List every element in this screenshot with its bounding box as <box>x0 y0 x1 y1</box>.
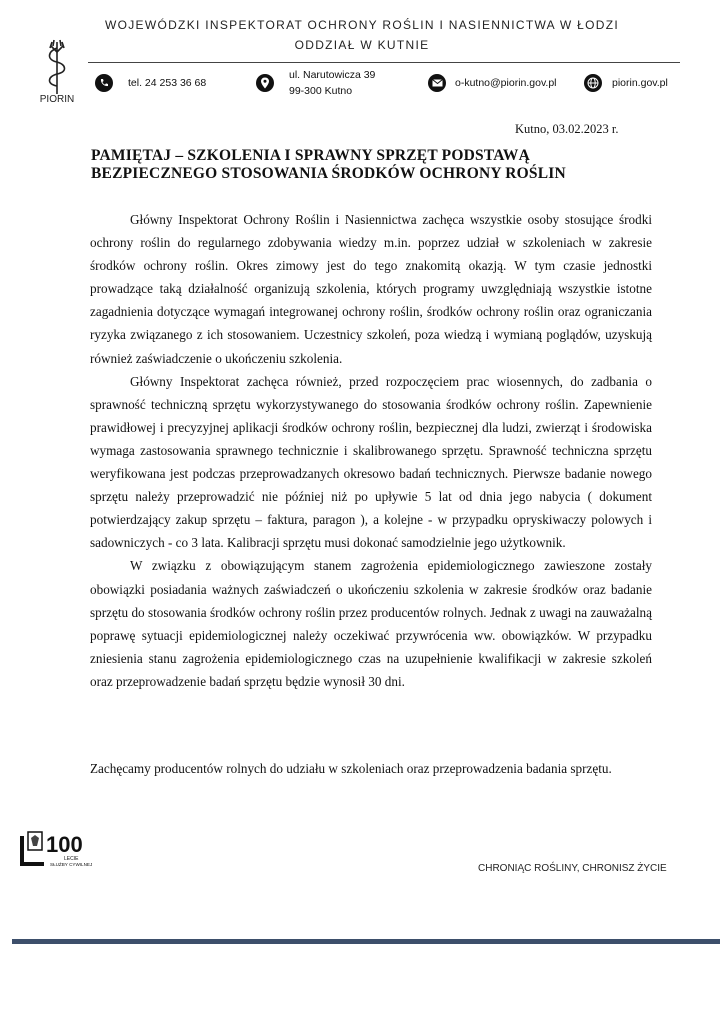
address-line1: ul. Narutowicza 39 <box>289 69 376 81</box>
email-link[interactable]: o-kutno@piorin.gov.pl <box>455 77 557 89</box>
location-pin-icon <box>256 74 274 92</box>
centenary-logo <box>20 826 100 872</box>
document-date: Kutno, 03.02.2023 r. <box>515 122 619 136</box>
piorin-logo-text: PIORIN <box>39 94 75 105</box>
document-body <box>90 208 652 693</box>
footer-motto: CHRONIĄC ROŚLINY, CHRONISZ ŻYCIE <box>478 863 667 874</box>
document-title-line1: PAMIĘTAJ – SZKOLENIA I SPRAWNY SPRZĘT PODSTAWĄ <box>91 147 530 164</box>
document-title <box>91 147 651 183</box>
centenary-number: 100 <box>46 832 83 857</box>
globe-icon <box>584 74 602 92</box>
header-divider <box>88 62 680 63</box>
envelope-icon <box>428 74 446 92</box>
phone-number: tel. 24 253 36 68 <box>128 77 207 89</box>
closing-paragraph: Zachęcamy producentów rolnych do udziału w szkoleniach oraz przeprowadzenia badania sprzętu. <box>90 761 612 776</box>
phone-icon <box>95 74 113 92</box>
centenary-line2: SŁUŻBY CYWILNEJ <box>50 862 93 867</box>
body-paragraph: Główny Inspektorat zachęca również, przed rozpoczęciem prac wiosennych, do zadbania o sprawność techniczną sprzętu wykorzystywanego do stosowania środków ochrony roślin. Zapewnienie prawidłowej i precyzyjnej aplikacji środków ochrony roślin, bezpiecznej dla ludzi, zwierząt i środowiska wymaga zastosowania sprawnego technicznie i skalibrowanego sprzętu. Sprawność techniczna sprzętu weryfikowana jest podczas przeprowadzanych okresowo badań technicznych. Pierwsze badanie nowego sprzętu należy przeprowadzić nie później niż po upływie 5 lat od dnia jego nabycia ( dokument potwierdzający zakup sprzętu – faktura, paragon ), a kolejne - w przypadku opryskiwaczy polowych i sadowniczych - co 3 lata. Kalibracji sprzętu musi dokonać samodzielnie jego użytkownik. <box>90 373 652 551</box>
address-line2: 99-300 Kutno <box>289 85 353 97</box>
document-title-line2: BEZPIECZNEGO STOSOWANIA ŚRODKÓW OCHRONY ROŚLIN <box>91 165 566 182</box>
body-paragraph: Główny Inspektorat Ochrony Roślin i Nasiennictwa zachęca wszystkie osoby stosujące środki ochrony roślin do regularnego zdobywania wiedzy m.in. poprzez udział w szkoleniach w zakresie środków ochrony roślin. Okres zimowy jest do tego znakomitą okazją. W tym czasie jednostki prowadzące taką działalność organizują szkolenia, których programy uwzględniają wszystkie istotne zagadnienia dotyczące wymagań integrowanej ochrony roślin, środków ochrony roślin oraz ograniczania ryzyka związanego z ich stosowaniem. Uczestnicy szkoleń, poza wiedzą i wymianą poglądów, uzyskują również zaświadczenie o ukończeniu szkolenia. <box>90 212 652 366</box>
centenary-line1: LECIE <box>64 856 79 862</box>
org-name-line1: WOJEWÓDZKI INSPEKTORAT OCHRONY ROŚLIN I NASIENNICTWA W ŁODZI <box>104 18 620 32</box>
footer-bar <box>12 939 720 944</box>
body-paragraph: W związku z obowiązującym stanem zagrożenia epidemiologicznego zawieszone zostały obowiązki posiadania ważnych zaświadczeń o ukończeniu szkolenia w zakresie środków oraz badanie sprzętu do stosowania środków ochrony roślin przez producentów rolnych. Jednak z uwagi na zauważalną poprawę sytuacji epidemiologicznej należy oczekiwać przywrócenia ww. obowiązków. W przypadku zniesienia stanu zagrożenia epidemiologicznego czas na uzupełnienie kwalifikacji w zakresie szkoleń oraz przeprowadzenie badań sprzętu będzie wynosił 30 dni. <box>90 558 652 689</box>
org-name-line2: ODDZIAŁ W KUTNIE <box>294 38 430 52</box>
website-link[interactable]: piorin.gov.pl <box>612 77 668 89</box>
